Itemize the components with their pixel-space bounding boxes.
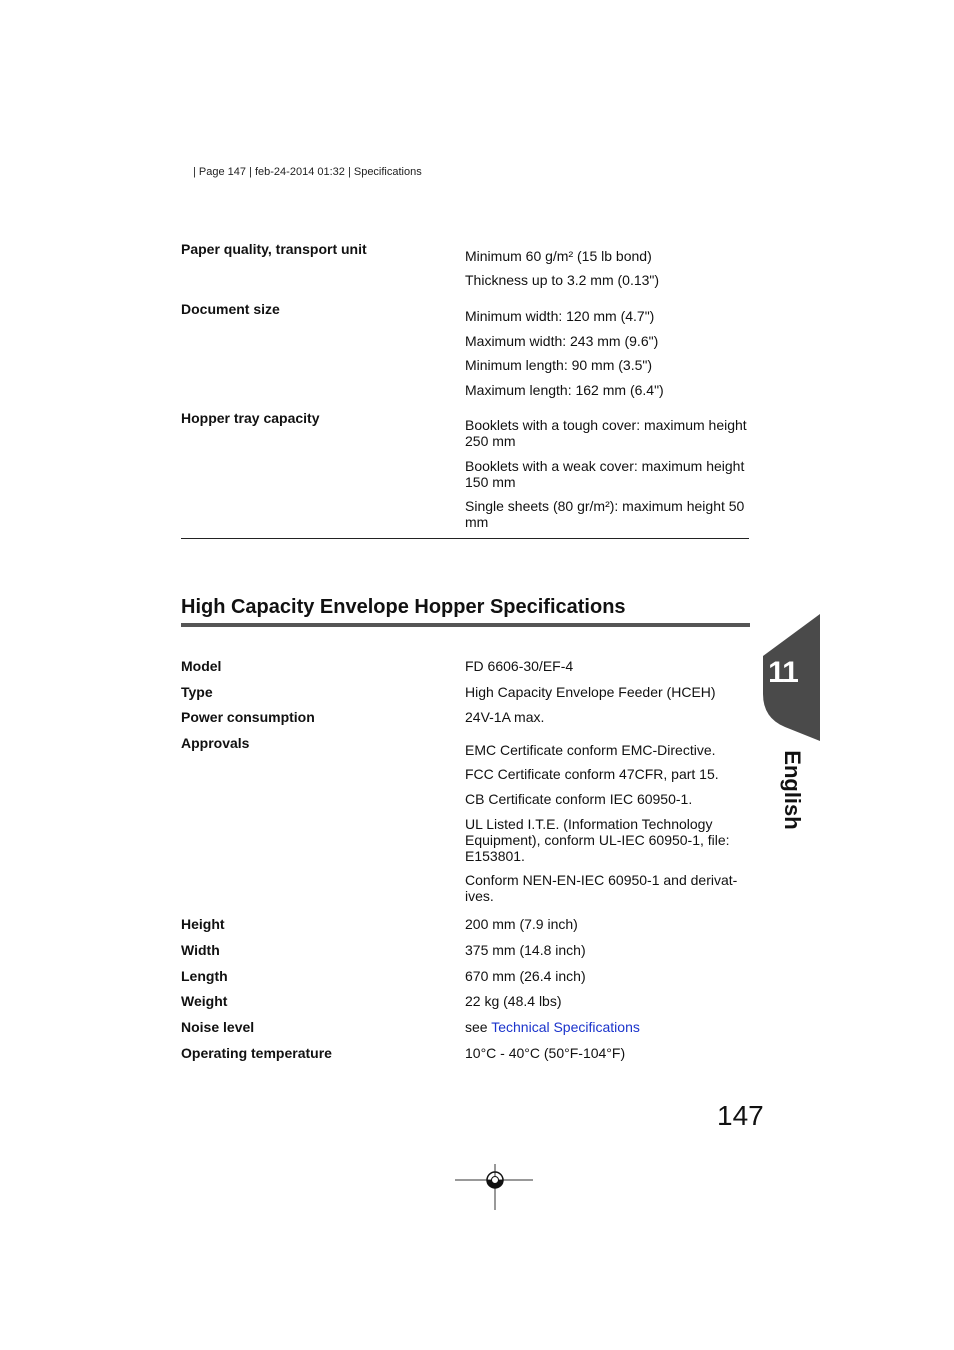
spec-value: 670 mm (26.4 inch) — [465, 968, 586, 984]
spec-value: Booklets with a tough cover: maximum height 250 mm — [465, 417, 747, 449]
spec-value: 24V-1A max. — [465, 709, 545, 725]
spec-label-type: Type — [181, 684, 213, 700]
spec-value: Single sheets (80 gr/m²): maximum height 50 mm — [465, 498, 745, 530]
spec-value: UL Listed I.T.E. (Information Technology Equipment), conform UL-IEC 60950-1, file: E153801. — [465, 816, 730, 864]
spec-value: FCC Certificate conform 47CFR, part 15. — [465, 766, 719, 782]
spec-value: EMC Certificate conform EMC-Directive. — [465, 742, 716, 758]
spec-label-hopper-tray-capacity: Hopper tray capacity — [181, 410, 320, 426]
spec-label-operating-temperature: Operating temperature — [181, 1045, 332, 1061]
running-header: | Page 147 | feb-24-2014 01:32 | Specifications — [193, 166, 422, 178]
spec-label-approvals: Approvals — [181, 735, 250, 751]
spec-label-power-consumption: Power consumption — [181, 709, 315, 725]
spec-value: Minimum length: 90 mm (3.5") — [465, 357, 653, 373]
spec-label-model: Model — [181, 658, 222, 674]
spec-value: CB Certificate conform IEC 60950-1. — [465, 791, 693, 807]
registration-mark-icon — [455, 1160, 535, 1212]
spec-label-document-size: Document size — [181, 301, 280, 317]
technical-specifications-link[interactable]: Technical Specifications — [491, 1019, 640, 1035]
spec-label-height: Height — [181, 916, 225, 932]
spec-value: Conform NEN-EN-IEC 60950-1 and derivat-ives. — [465, 872, 738, 904]
spec-label-noise-level: Noise level — [181, 1019, 255, 1035]
spec-value: 22 kg (48.4 lbs) — [465, 993, 562, 1009]
spec-value: 200 mm (7.9 inch) — [465, 916, 578, 932]
spec-value: 375 mm (14.8 inch) — [465, 942, 586, 958]
spec-value: Minimum 60 g/m² (15 lb bond) — [465, 248, 652, 264]
spec-value: Maximum length: 162 mm (6.4") — [465, 382, 664, 398]
see-prefix: see — [465, 1019, 492, 1035]
section-rule — [181, 623, 750, 627]
language-label: English — [780, 750, 805, 830]
spec-label-weight: Weight — [181, 993, 228, 1009]
spec-value: Thickness up to 3.2 mm (0.13") — [465, 272, 660, 288]
spec-value: FD 6606-30/EF-4 — [465, 658, 574, 674]
section-title: High Capacity Envelope Hopper Specifications — [181, 596, 626, 618]
spec-value: Maximum width: 243 mm (9.6") — [465, 333, 659, 349]
table-bottom-rule — [181, 538, 749, 539]
spec-value: 10°C - 40°C (50°F-104°F) — [465, 1045, 626, 1061]
spec-value-noise-level — [465, 1019, 750, 1035]
spec-label-length: Length — [181, 968, 228, 984]
spec-label-paper-quality: Paper quality, transport unit — [181, 241, 367, 257]
chapter-number: 11 — [768, 656, 798, 689]
spec-value: Minimum width: 120 mm (4.7") — [465, 308, 655, 324]
spec-label-width: Width — [181, 942, 220, 958]
page-number: 147 — [717, 1100, 764, 1131]
spec-value: High Capacity Envelope Feeder (HCEH) — [465, 684, 716, 700]
spec-value: Booklets with a weak cover: maximum height 150 mm — [465, 458, 745, 490]
